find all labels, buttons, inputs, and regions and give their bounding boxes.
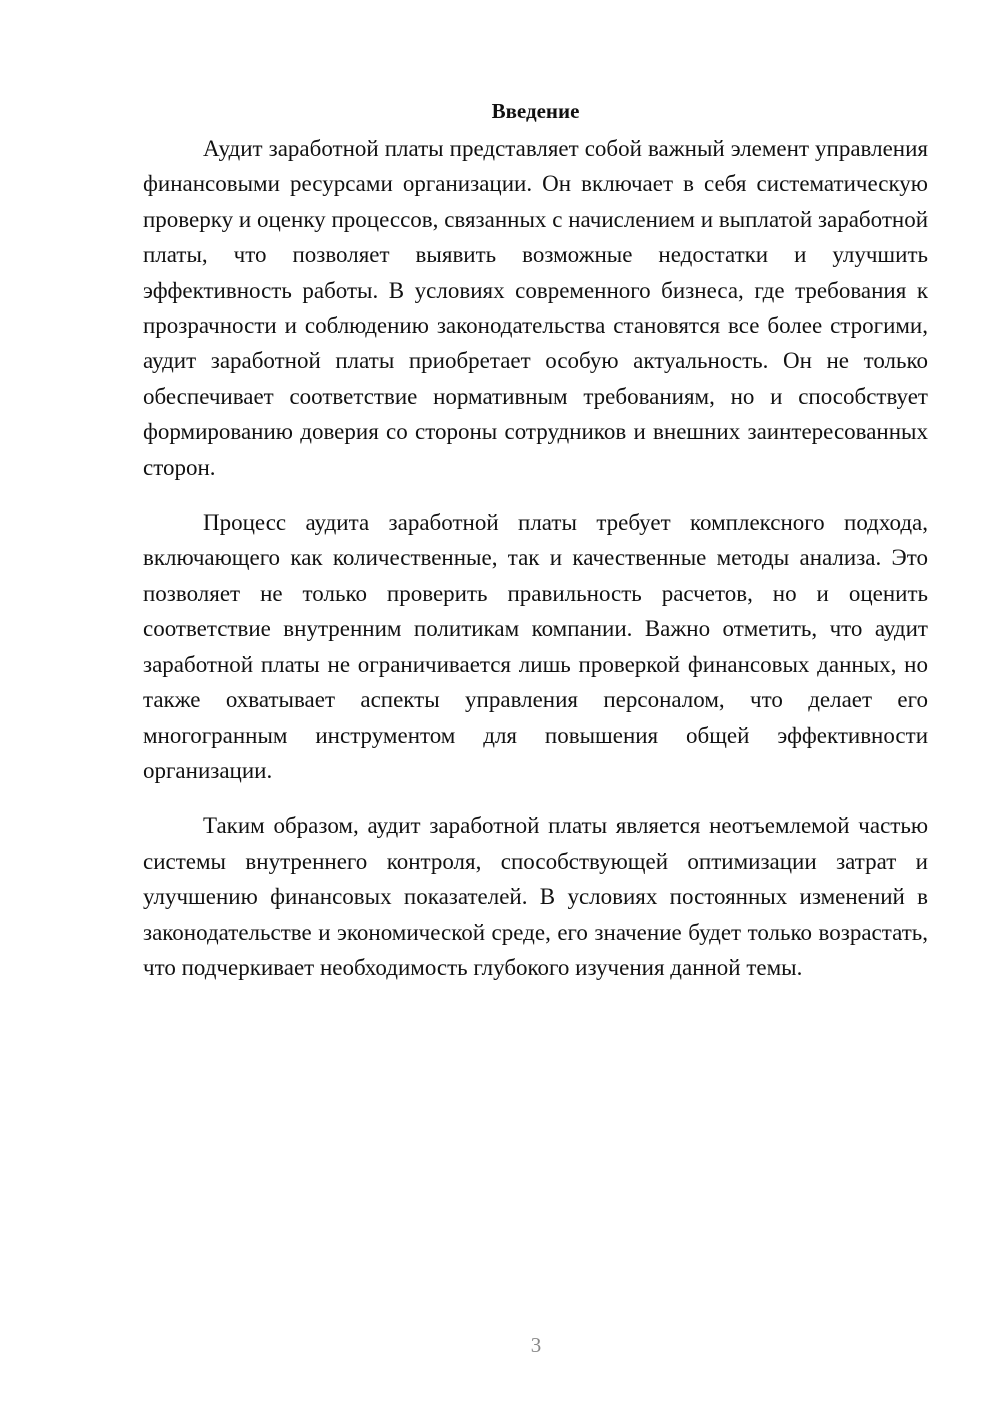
- paragraph-3: Таким образом, аудит заработной платы является неотъемлемой частью системы внутреннего контроля, способствующей оптимизации затрат и улучшению финансовых показателей. В условиях постоянных изменений в законодательстве и экономической среде, его значение будет только возрастать, что подчеркивает необходимость глубокого изучения данной темы.: [143, 813, 928, 980]
- page-content: [143, 96, 928, 1005]
- page-number: 3: [530, 1333, 542, 1357]
- section-heading: Введение: [491, 99, 580, 123]
- paragraph-2: Процесс аудита заработной платы требует комплексного подхода, включающего как количественные, так и качественные методы анализа. Это позволяет не только проверить правильность расчетов, но и оценить соответствие внутренним политикам компании. Важно отметить, что аудит заработной платы не ограничивается лишь проверкой финансовых данных, но также охватывает аспекты управления персоналом, что делает его многогранным инструментом для повышения общей эффективности организации.: [143, 510, 928, 783]
- paragraph-1: Аудит заработной платы представляет собой важный элемент управления финансовыми ресурсами организации. Он включает в себя систематическую проверку и оценку процессов, связанных с начислением и выплатой заработной платы, что позволяет выявить возможные недостатки и улучшить эффективность работы. В условиях современного бизнеса, где требования к прозрачности и соблюдению законодательства становятся все более строгими, аудит заработной платы приобретает особую актуальность. Он не только обеспечивает соответствие нормативным требованиям, но и способствует формированию доверия со стороны сотрудников и внешних заинтересованных сторон.: [143, 136, 928, 480]
